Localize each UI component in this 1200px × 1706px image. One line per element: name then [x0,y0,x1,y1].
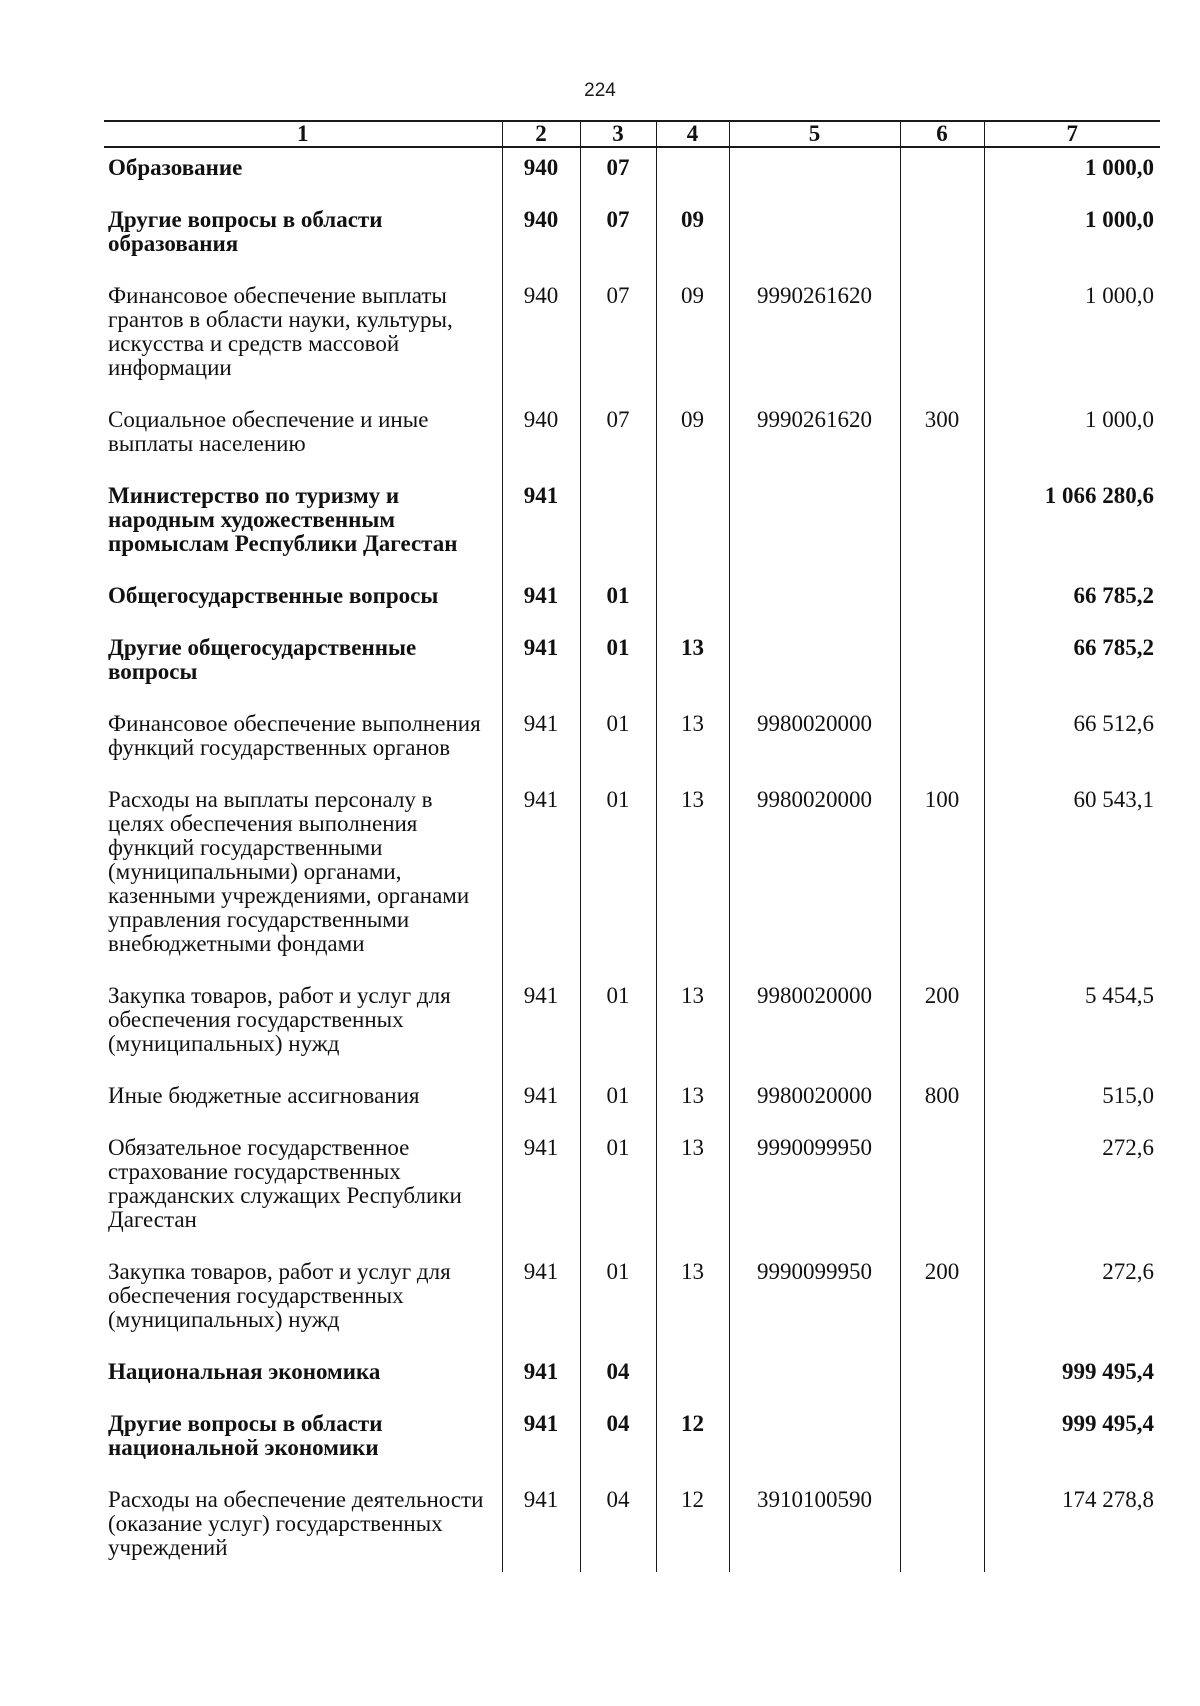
code-col-5 [729,578,900,630]
code-col-3 [580,478,656,578]
code-col-4: 09 [656,278,729,402]
code-col-5: 9980020000 [729,978,900,1078]
table-row [104,578,1160,630]
table-row [104,630,1160,706]
column-header-1: 1 [104,121,502,147]
code-col-6 [900,1482,984,1572]
table-row [104,1130,1160,1254]
code-col-4: 13 [656,978,729,1078]
code-col-4: 09 [656,402,729,478]
item-name: Расходы на обеспечение деятельности (оказание услуг) государственных учреждений [108,1487,484,1560]
code-col-5: 9990099950 [729,1254,900,1354]
code-col-6 [900,478,984,578]
code-col-4 [656,147,729,202]
item-name: Другие общегосударственные вопросы [108,635,417,684]
table-body [104,147,1160,1572]
table-row [104,782,1160,978]
amount: 1 066 280,6 [984,478,1160,578]
code-col-2: 941 [502,1130,580,1254]
code-col-3: 04 [580,1406,656,1482]
code-col-3: 01 [580,782,656,978]
code-col-6 [900,202,984,278]
code-col-2: 940 [502,147,580,202]
code-col-6 [900,278,984,402]
table-row [104,147,1160,202]
code-col-4: 09 [656,202,729,278]
column-header-5: 5 [729,121,900,147]
table-header [104,121,1160,147]
code-col-6 [900,1354,984,1406]
table-row [104,278,1160,402]
code-col-5 [729,1354,900,1406]
column-header-4: 4 [656,121,729,147]
code-col-5 [729,630,900,706]
column-header-6: 6 [900,121,984,147]
code-col-2: 940 [502,402,580,478]
code-col-3: 07 [580,402,656,478]
code-col-3: 01 [580,630,656,706]
amount: 66 785,2 [984,578,1160,630]
code-col-2: 941 [502,1254,580,1354]
item-name: Министерство по туризму и народным художественным промыслам Республики Дагестан [108,483,458,556]
code-col-4: 13 [656,1078,729,1130]
code-col-6: 800 [900,1078,984,1130]
code-col-3: 01 [580,1254,656,1354]
item-name: Закупка товаров, работ и услуг для обеспечения государственных (муниципальных) нужд [108,983,451,1056]
item-name: Финансовое обеспечение выполнения функций государственных органов [108,711,481,760]
code-col-6 [900,147,984,202]
code-col-2: 941 [502,478,580,578]
code-col-4 [656,478,729,578]
code-col-5: 9980020000 [729,706,900,782]
code-col-3: 07 [580,202,656,278]
code-col-4 [656,1354,729,1406]
code-col-5 [729,147,900,202]
code-col-6: 300 [900,402,984,478]
code-col-5: 3910100590 [729,1482,900,1572]
table-row [104,202,1160,278]
code-col-5: 9980020000 [729,782,900,978]
code-col-3: 04 [580,1482,656,1572]
amount: 1 000,0 [984,147,1160,202]
code-col-6: 200 [900,978,984,1078]
amount: 272,6 [984,1130,1160,1254]
code-col-3: 01 [580,978,656,1078]
amount: 515,0 [984,1078,1160,1130]
code-col-6 [900,630,984,706]
code-col-2: 940 [502,202,580,278]
item-name: Расходы на выплаты персоналу в целях обеспечения выполнения функций государственными (муниципальными) органами, казенными учреждениями, органами управления государственными внебюджетными фондами [108,787,470,956]
code-col-4: 12 [656,1482,729,1572]
amount: 1 000,0 [984,202,1160,278]
item-name: Социальное обеспечение и иные выплаты населению [108,407,429,456]
column-header-7: 7 [984,121,1160,147]
table-row [104,1354,1160,1406]
code-col-3: 07 [580,147,656,202]
code-col-4: 13 [656,1130,729,1254]
item-name: Другие вопросы в области образования [108,207,383,256]
code-col-6 [900,706,984,782]
code-col-2: 941 [502,1354,580,1406]
table-row [104,1078,1160,1130]
item-name: Другие вопросы в области национальной экономики [108,1411,383,1460]
code-col-5 [729,478,900,578]
code-col-2: 941 [502,706,580,782]
code-col-4: 13 [656,1254,729,1354]
item-name: Иные бюджетные ассигнования [108,1083,420,1108]
code-col-6 [900,1406,984,1482]
table-row [104,1482,1160,1572]
amount: 1 000,0 [984,278,1160,402]
amount: 174 278,8 [984,1482,1160,1572]
amount: 272,6 [984,1254,1160,1354]
code-col-5 [729,1406,900,1482]
code-col-3: 01 [580,1078,656,1130]
item-name: Обязательное государственное страхование государственных гражданских служащих Республики Дагестан [108,1135,462,1232]
table-row [104,478,1160,578]
code-col-5: 9980020000 [729,1078,900,1130]
amount: 66 512,6 [984,706,1160,782]
code-col-4: 13 [656,782,729,978]
code-col-2: 941 [502,1482,580,1572]
code-col-3: 01 [580,1130,656,1254]
code-col-2: 941 [502,578,580,630]
amount: 60 543,1 [984,782,1160,978]
code-col-3: 01 [580,578,656,630]
amount: 5 454,5 [984,978,1160,1078]
header-row [104,121,1160,147]
amount: 999 495,4 [984,1406,1160,1482]
code-col-2: 941 [502,978,580,1078]
item-name: Закупка товаров, работ и услуг для обеспечения государственных (муниципальных) нужд [108,1259,451,1332]
code-col-2: 941 [502,1078,580,1130]
column-header-3: 3 [580,121,656,147]
code-col-4 [656,578,729,630]
table-row [104,706,1160,782]
code-col-6: 200 [900,1254,984,1354]
page-number: 224 [584,80,616,101]
code-col-5 [729,202,900,278]
code-col-2: 941 [502,1406,580,1482]
code-col-3: 04 [580,1354,656,1406]
budget-table-container [104,120,1160,1572]
code-col-3: 07 [580,278,656,402]
code-col-2: 941 [502,782,580,978]
amount: 66 785,2 [984,630,1160,706]
item-name: Образование [108,155,243,180]
table-row [104,978,1160,1078]
item-name: Финансовое обеспечение выплаты грантов в области науки, культуры, искусства и средств массовой информации [108,283,453,380]
code-col-5: 9990261620 [729,278,900,402]
amount: 1 000,0 [984,402,1160,478]
code-col-2: 940 [502,278,580,402]
column-header-2: 2 [502,121,580,147]
code-col-5: 9990261620 [729,402,900,478]
code-col-2: 941 [502,630,580,706]
code-col-6: 100 [900,782,984,978]
code-col-6 [900,578,984,630]
item-name: Общегосударственные вопросы [108,583,439,608]
amount: 999 495,4 [984,1354,1160,1406]
code-col-4: 13 [656,706,729,782]
table-row [104,1254,1160,1354]
code-col-4: 12 [656,1406,729,1482]
code-col-3: 01 [580,706,656,782]
code-col-4: 13 [656,630,729,706]
item-name: Национальная экономика [108,1359,381,1384]
code-col-6 [900,1130,984,1254]
table-row [104,1406,1160,1482]
code-col-5: 9990099950 [729,1130,900,1254]
budget-table [104,120,1160,1572]
table-row [104,402,1160,478]
